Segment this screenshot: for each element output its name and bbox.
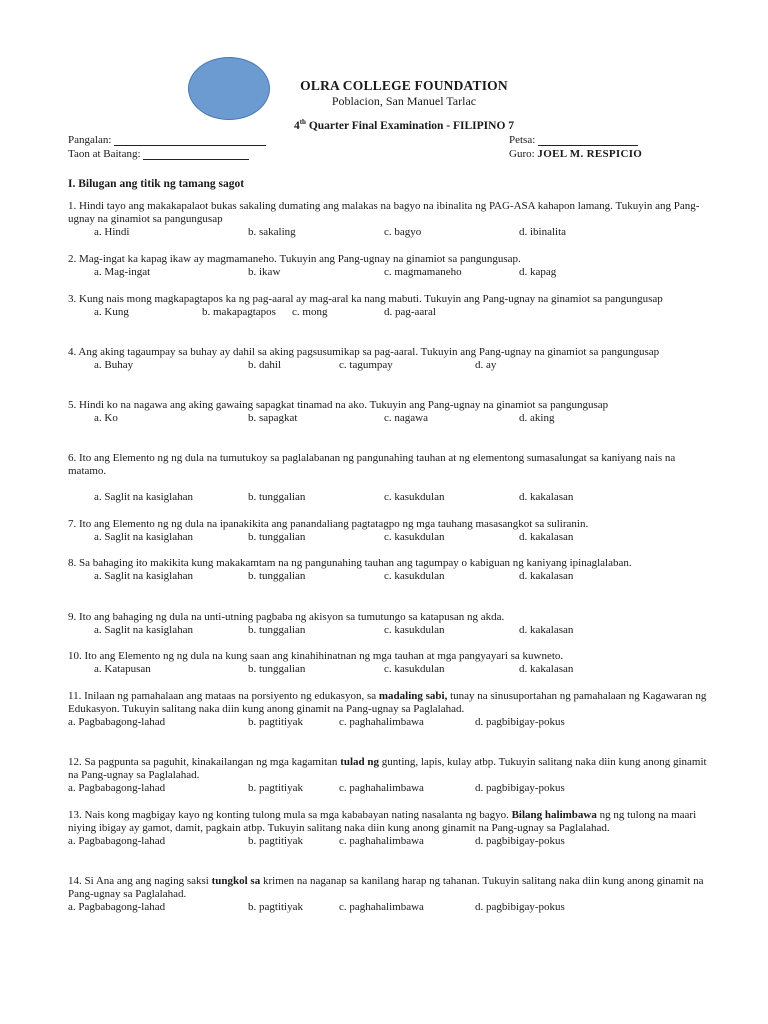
question-stem: 9. Ito ang bahaging ng dula na unti-utning pagbaba ng akisyon sa tumutungo sa katapusan ng akda. — [68, 611, 505, 623]
name-label: Pangalan: — [68, 134, 112, 146]
option-b[interactable]: b. tunggalian — [248, 491, 306, 503]
option-d[interactable]: d. kakalasan — [519, 624, 574, 636]
option-b[interactable]: b. ikaw — [248, 266, 281, 278]
year-blank[interactable] — [143, 148, 249, 160]
option-d[interactable]: d. pag-aaral — [384, 306, 436, 318]
emphasized-keyword: madaling sabi, — [378, 690, 448, 702]
option-b[interactable]: b. pagtitiyak — [248, 716, 303, 728]
option-a[interactable]: a. Kung — [94, 306, 129, 318]
options-row — [68, 782, 708, 795]
option-b[interactable]: b. makapagtapos — [202, 306, 276, 318]
question-stem: 3. Kung nais mong magkapagtapos ka ng pag-aaral ay mag-aral ka nang mabuti. Tukuyin ang Pang-ugnay na ginamiot sa pangungusap — [68, 293, 663, 305]
option-d[interactable]: d. pagbibigay-pokus — [475, 835, 565, 847]
option-a[interactable]: a. Saglit na kasiglahan — [94, 491, 193, 503]
option-d[interactable]: d. pagbibigay-pokus — [475, 716, 565, 728]
option-d[interactable]: d. kakalasan — [519, 570, 574, 582]
emphasized-keyword: tungkol sa — [211, 875, 261, 887]
question-stem: 8. Sa bahaging ito makikita kung makakamtam na ng pangunahing tauhan ang tagumpay o kabiguan ng kaniyang ipinaglalaban. — [68, 557, 632, 569]
option-c[interactable]: c. nagawa — [384, 412, 428, 424]
name-blank[interactable] — [114, 134, 266, 146]
options-row — [68, 359, 708, 372]
date-field — [509, 134, 638, 146]
stem-text: tunay na sinusuportahan ng pamahalaan ng Kagawaran ng Edukasyon. Tukuyin salitang naka diin kung anong ginamit na Pang-ugnay sa Paglalahad. — [68, 690, 707, 715]
stem-text: ng ng tulong na maari niying ibigay ay gamot, damit, pagkain atbp. Tukuyin salitang naka diin kung anong ginamit na Pang-ugnay sa Paglalahad. — [68, 809, 697, 834]
stem-text: 13. Nais kong magbigay kayo ng konting tulong mula sa mga kababayan nating nasalanta ng bagyo. — [68, 809, 512, 821]
option-c[interactable]: c. tagumpay — [339, 359, 393, 371]
question-7 — [68, 518, 708, 544]
options-row — [68, 624, 708, 637]
question-stem: 4. Ang aking tagaumpay sa buhay ay dahil sa aking pagsusumikap sa pag-aaral. Tukuyin ang Pang-ugnay na ginamiot sa pangungusap — [68, 346, 660, 358]
question-5 — [68, 399, 708, 425]
stem-text: 14. Si Ana ang ang naging saksi — [68, 875, 212, 887]
option-c[interactable]: c. mong — [292, 306, 328, 318]
option-d[interactable]: d. kapag — [519, 266, 557, 278]
option-a[interactable]: a. Buhay — [94, 359, 134, 371]
options-row — [68, 531, 708, 544]
option-c[interactable]: c. paghahalimbawa — [339, 716, 424, 728]
question-4 — [68, 346, 708, 372]
option-c[interactable]: c. bagyo — [384, 226, 422, 238]
question-9 — [68, 611, 708, 637]
year-label: Taon at Baitang: — [68, 148, 141, 160]
stem-text: 11. Inilaan ng pamahalaan ang mataas na porsiyento ng edukasyon, sa — [68, 690, 379, 702]
exam-ordinal-suffix: th — [299, 118, 306, 126]
option-b[interactable]: b. dahil — [248, 359, 281, 371]
option-a[interactable]: a. Pagbabagong-lahad — [68, 901, 166, 913]
stem-text: 12. Sa pagpunta sa paguhit, kinakailangan ng mga kagamitan — [68, 756, 341, 768]
options-row — [68, 412, 708, 425]
option-c[interactable]: c. paghahalimbawa — [339, 835, 424, 847]
date-blank[interactable] — [538, 134, 638, 146]
emphasized-keyword: tulad ng — [340, 756, 380, 768]
exam-title-text: Quarter Final Examination - FILIPINO 7 — [305, 119, 515, 132]
question-14 — [68, 875, 708, 914]
stem-text: krimen na naganap sa kanilang harap ng tahanan. Tukuyin salitang naka diin kung anong ginamit na Pang-ugnay sa Paglalahad. — [68, 875, 704, 900]
question-stem — [68, 756, 708, 782]
option-a[interactable]: a. Mag-ingat — [94, 266, 151, 278]
year-field — [68, 148, 249, 160]
options-row — [68, 901, 708, 914]
options-row — [68, 266, 708, 279]
option-d[interactable]: d. kakalasan — [519, 531, 574, 543]
school-name: OLRA COLLEGE FOUNDATION — [300, 78, 508, 93]
question-stem — [68, 690, 708, 716]
option-a[interactable]: a. Hindi — [94, 226, 130, 238]
question-11 — [68, 690, 708, 729]
option-d[interactable]: d. ay — [475, 359, 497, 371]
option-b[interactable]: b. sapagkat — [248, 412, 298, 424]
options-row — [68, 663, 708, 676]
question-13 — [68, 809, 708, 848]
option-d[interactable]: d. ibinalita — [519, 226, 567, 238]
question-stem: 5. Hindi ko na nagawa ang aking gawaing sapagkat tinamad na ako. Tukuyin ang Pang-ugnay na ginamiot sa pangungusap — [68, 399, 609, 411]
option-c[interactable]: c. kasukdulan — [384, 663, 445, 675]
option-c[interactable]: c. magmamaneho — [384, 266, 462, 278]
option-d[interactable]: d. pagbibigay-pokus — [475, 782, 565, 794]
option-c[interactable]: c. paghahalimbawa — [339, 901, 424, 913]
option-c[interactable]: c. kasukdulan — [384, 570, 445, 582]
option-b[interactable]: b. pagtitiyak — [248, 782, 303, 794]
option-b[interactable]: b. tunggalian — [248, 624, 306, 636]
option-b[interactable]: b. pagtitiyak — [248, 835, 303, 847]
option-a[interactable]: a. Pagbabagong-lahad — [68, 716, 166, 728]
question-stem — [68, 875, 708, 901]
question-3 — [68, 293, 708, 319]
option-b[interactable]: b. sakaling — [248, 226, 296, 238]
question-stem — [68, 809, 708, 835]
question-1 — [68, 200, 708, 239]
option-d[interactable]: d. kakalasan — [519, 491, 574, 503]
option-a[interactable]: a. Saglit na kasiglahan — [94, 624, 193, 636]
option-b[interactable]: b. tunggalian — [248, 570, 306, 582]
question-8 — [68, 557, 708, 583]
stem-text: gunting, lapis, kulay atbp. Tukuyin salitang naka diin kung anong ginamit na Pang-ugnay sa Paglalahad. — [68, 756, 707, 781]
question-stem: 6. Ito ang Elemento ng ng dula na tumutukoy sa paglalabanan ng pangunahing tauhan at ng elementong sumasalungat sa kaniyang nais na matamo. — [68, 452, 676, 477]
option-a[interactable]: a. Saglit na kasiglahan — [94, 570, 193, 582]
section-title: I. Bilugan ang titik ng tamang sagot — [68, 178, 245, 190]
option-b[interactable]: b. pagtitiyak — [248, 901, 303, 913]
exam-title — [0, 118, 768, 132]
options-row — [68, 570, 708, 583]
option-b[interactable]: b. tunggalian — [248, 663, 306, 675]
question-stem: 10. Ito ang Elemento ng ng dula na kung saan ang kinahihinatnan ng mga tauhan at mga pangyayari sa kuwneto. — [68, 650, 564, 662]
options-row — [68, 835, 708, 848]
option-c[interactable]: c. kasukdulan — [384, 624, 445, 636]
option-c[interactable]: c. paghahalimbawa — [339, 782, 424, 794]
name-field — [68, 134, 266, 146]
question-stem: 1. Hindi tayo ang makakapalaot bukas sakaling dumating ang malakas na bagyo na ibinalita ng PAG-ASA kahapon lamang. Tukuyin ang Pang-ugnay na ginamiot sa pangungusap — [68, 200, 700, 225]
teacher-field — [509, 148, 642, 160]
question-6 — [68, 452, 708, 504]
options-row — [68, 226, 708, 239]
option-d[interactable]: d. aking — [519, 412, 555, 424]
options-row — [68, 716, 708, 729]
option-a[interactable]: a. Pagbabagong-lahad — [68, 835, 166, 847]
option-a[interactable]: a. Katapusan — [94, 663, 151, 675]
option-a[interactable]: a. Pagbabagong-lahad — [68, 782, 166, 794]
option-c[interactable]: c. kasukdulan — [384, 531, 445, 543]
question-10 — [68, 650, 708, 676]
exam-ordinal: 4 — [293, 119, 300, 132]
question-stem: 7. Ito ang Elemento ng ng dula na ipanakikita ang panandaliang pagtatagpo ng mga tauhang masasangkot sa suliranin. — [68, 518, 589, 530]
teacher-label: Guro: — [509, 148, 535, 160]
school-address: Poblacion, San Manuel Tarlac — [331, 94, 477, 108]
options-row — [68, 306, 708, 319]
teacher-name: JOEL M. RESPICIO — [537, 148, 643, 160]
option-a[interactable]: a. Ko — [94, 412, 118, 424]
option-d[interactable]: d. kakalasan — [519, 663, 574, 675]
option-a[interactable]: a. Saglit na kasiglahan — [94, 531, 193, 543]
question-12 — [68, 756, 708, 795]
emphasized-keyword: Bilang halimbawa — [511, 809, 597, 821]
question-2 — [68, 253, 708, 279]
option-d[interactable]: d. pagbibigay-pokus — [475, 901, 565, 913]
options-row — [68, 491, 708, 504]
question-stem: 2. Mag-ingat ka kapag ikaw ay magmamaneho. Tukuyin ang Pang-ugnay na ginamiot sa pangungusap. — [68, 253, 521, 265]
option-c[interactable]: c. kasukdulan — [384, 491, 445, 503]
date-label: Petsa: — [509, 134, 536, 146]
option-b[interactable]: b. tunggalian — [248, 531, 306, 543]
